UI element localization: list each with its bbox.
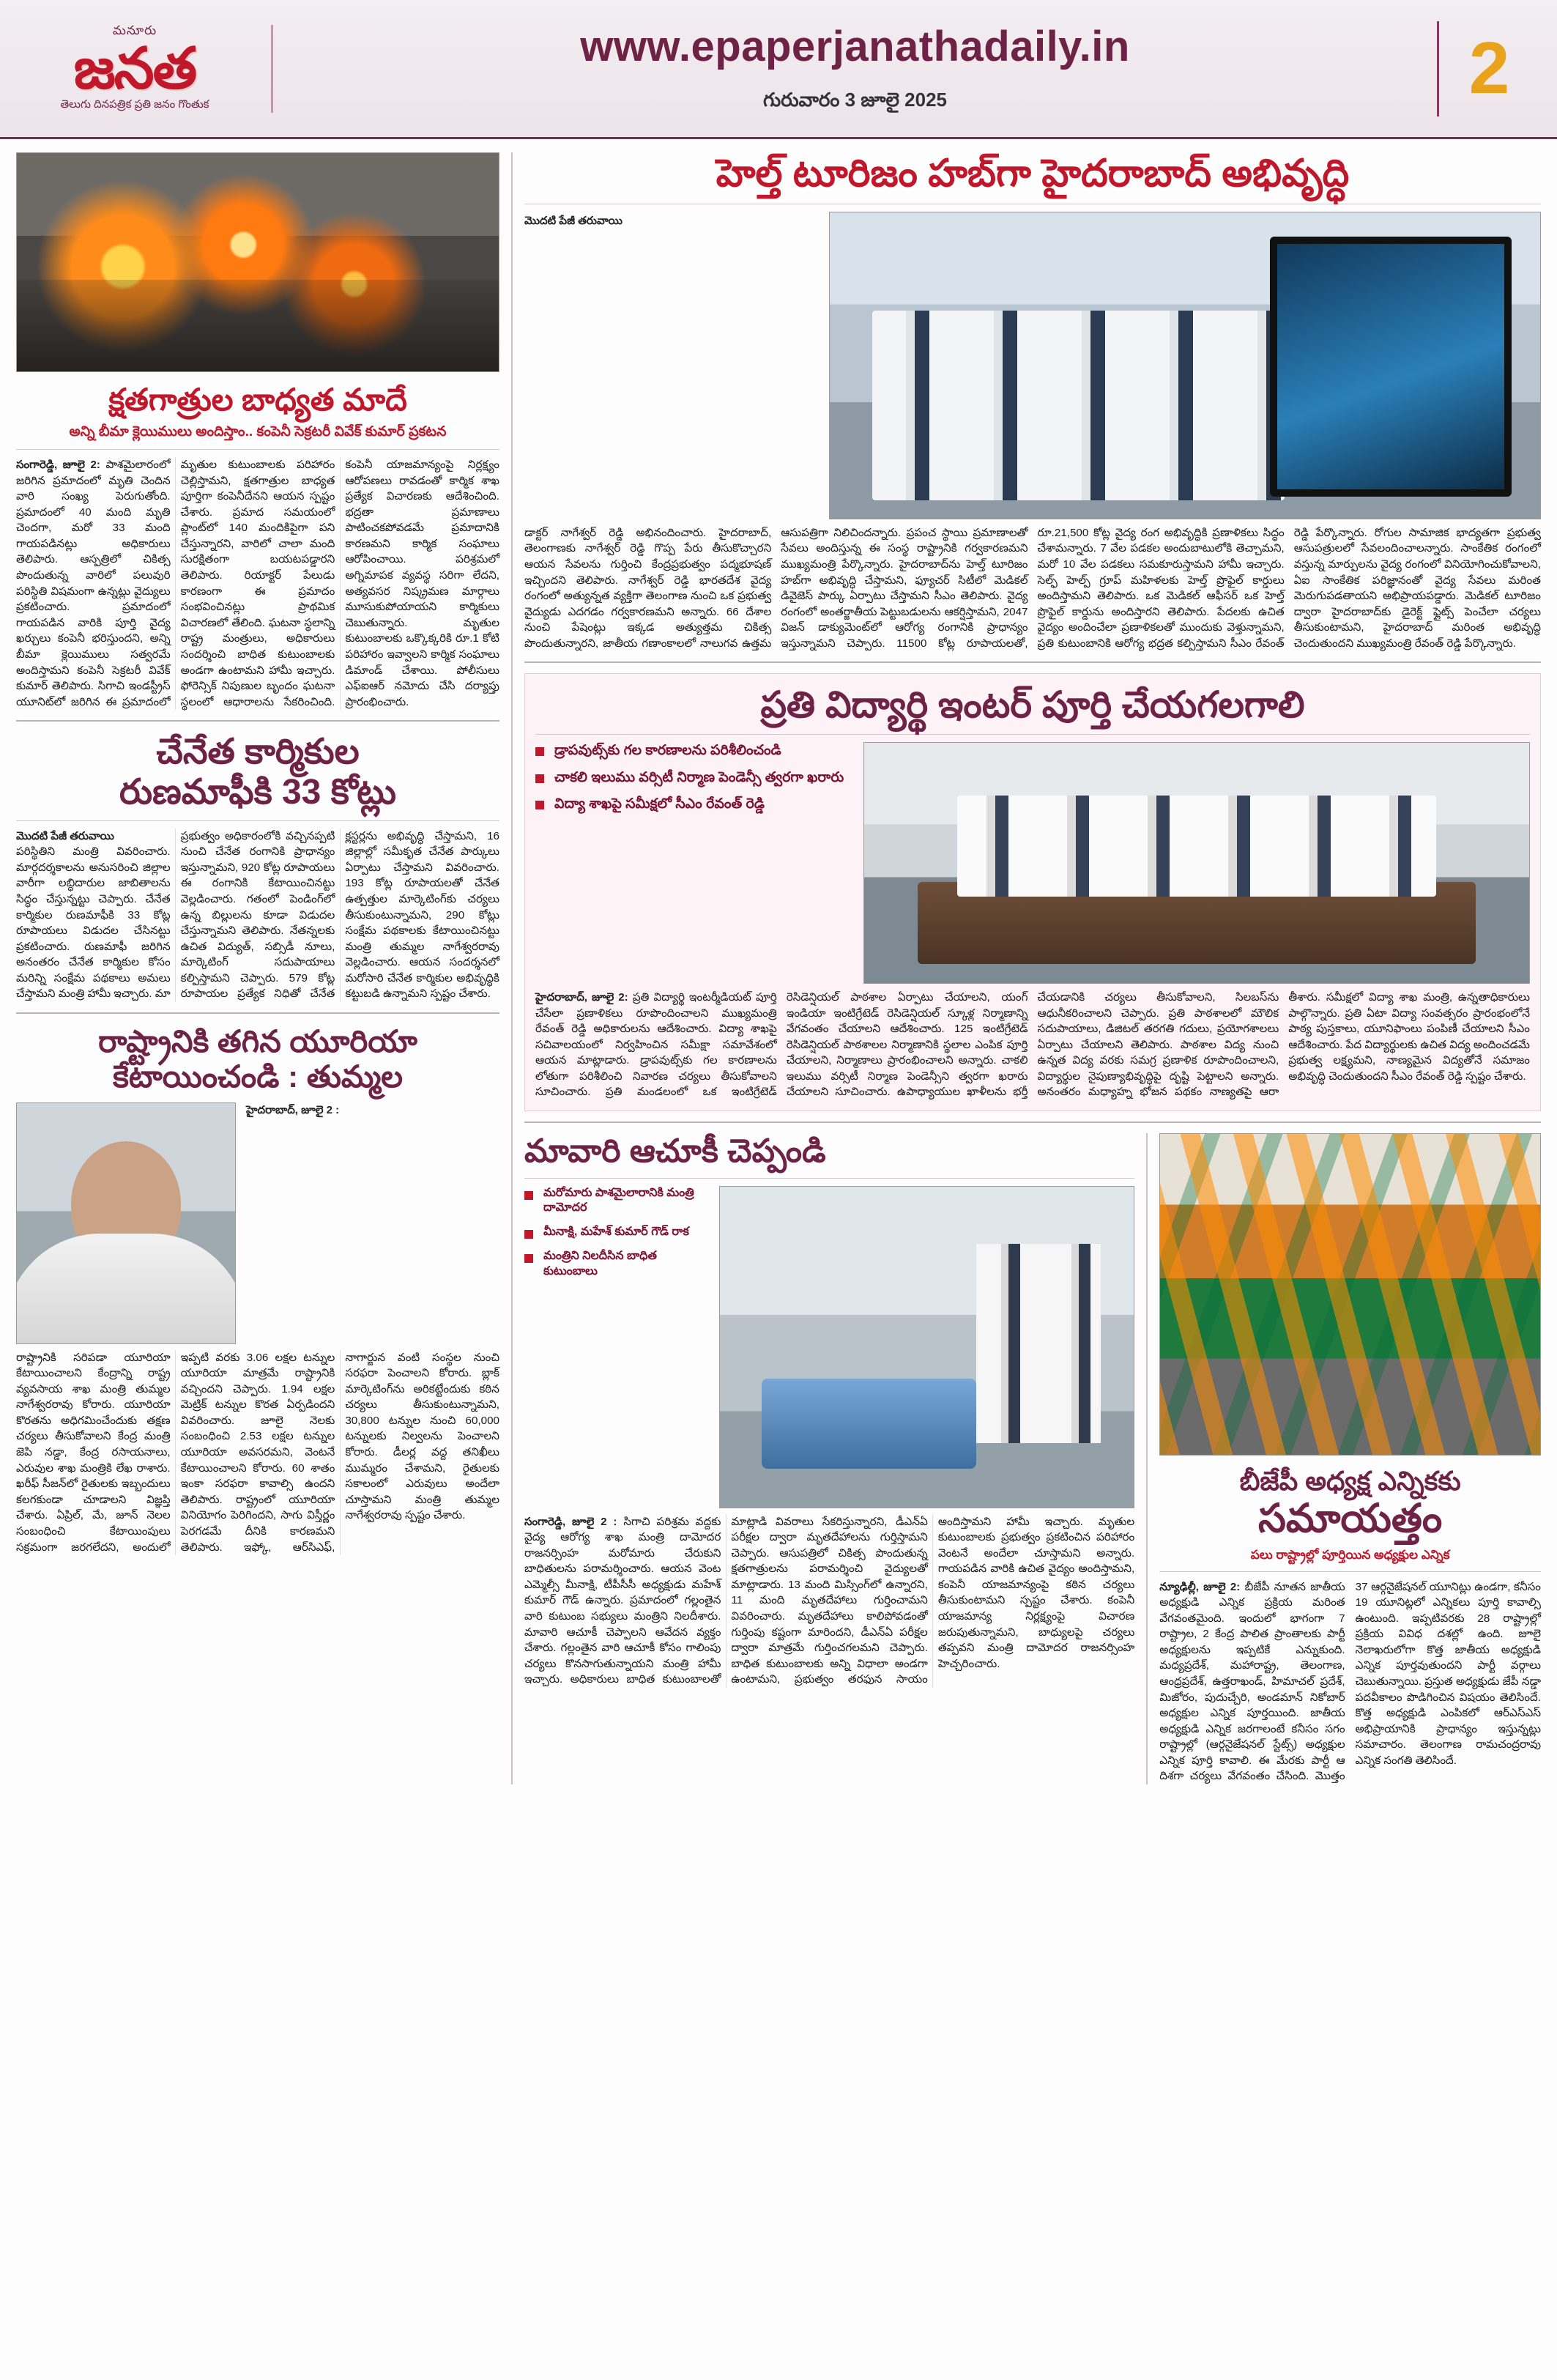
right-column [524, 152, 1541, 1784]
sigachi-byline: సంగారెడ్డి, జూలై 2: [16, 458, 100, 471]
divider [1159, 1571, 1541, 1572]
list-item: మీనాక్షి, మహేశ్ కుమార్ గౌడ్ రాక [524, 1225, 707, 1240]
masthead-center [285, 22, 1425, 116]
handloom-headline-line2: రుణమాఫీకి 33 కోట్లు [119, 773, 396, 812]
inter-bullet-list [535, 742, 850, 814]
sigachi-headline: క్షతగాత్రుల బాధ్యత మాదే [108, 382, 407, 417]
page-number: 2 [1437, 21, 1539, 116]
list-item: విద్యా శాఖపై సమీక్షలో సీఎం రేవంత్ రెడ్డి [535, 796, 850, 814]
list-item: మరోమారు పాశమైలారానికి మంత్రి దామోదర [524, 1186, 707, 1217]
article-inter-education [524, 673, 1541, 1111]
inter-headline: ప్రతి విద్యార్థి ఇంటర్ పూర్తి చేయగలగాలి [760, 684, 1305, 726]
masthead [0, 0, 1557, 139]
health-byline: మొదటి పేజీ తరువాయి [524, 214, 623, 227]
urea-headline-line2: కేటాయించండి : తుమ్మల [112, 1059, 404, 1094]
damodara-body [524, 1514, 1134, 1688]
bjp-body [1159, 1579, 1541, 1785]
list-item: డ్రాపవుట్స్‌కు గల కారణాలను పరిశీలించండి [535, 742, 850, 760]
article-missing-persons [524, 1133, 1134, 1784]
divider [16, 1012, 499, 1014]
bjp-subhead: పలు రాష్ట్రాల్లో పూర్తియిన అధ్యక్షుల ఎన్నిక [1250, 1548, 1450, 1562]
urea-body-top [246, 1102, 499, 1119]
column-divider [1146, 1133, 1148, 1784]
urea-layout [16, 1102, 499, 1344]
logo-top-text: మనూరు [112, 23, 157, 37]
bjp-rally-flags-photo [1159, 1133, 1541, 1456]
article-health-tourism [524, 152, 1541, 651]
cm-aig-hospital-visit-photo [829, 212, 1541, 519]
handloom-body-text: పరిస్థితిని మంత్రి వివరించారు. మార్గదర్శకాలను అనుసరించి జిల్లాల వారీగా లబ్ధిదారుల జాబితాలను సిద్ధం చేస్తున్నట్టు చెప్పారు. చేనేత కార్మికుల రుణమాఫీకి 33 కోట్ల రూపాయలు విడుదల చేసినట్టు ప్రకటించారు. రుణమాఫీ జరిగిన అనంతరం చేనేత కార్మికుల కోసం మరిన్ని సంక్షేమ పథకాలు అమలు చేస్తామని మంత్రి హామీ ఇచ్చారు. మా ప్రభుత్వం అధికారంలోకి వచ్చినప్పటి నుంచి చేనేత రంగానికి ప్రాధాన్యం ఇస్తున్నామని, 920 కోట్ల రూపాయలు ఈ రంగానికి కేటాయించినట్టు వెల్లడించారు. గతంలో పెండింగ్‌లో ఉన్న బిల్లులను కూడా విడుదల చేస్తున్నామని తెలిపారు. నేతన్నలకు ఉచిత విద్యుత్, సబ్సిడీ నూలు, మార్కెటింగ్ సదుపాయాలు కల్పిస్తామని చెప్పారు. 579 కోట్ల రూపాయల ప్రత్యేక నిధితో చేనేత క్లస్టర్లను అభివృద్ధి చేస్తామని, 16 జిల్లాల్లో సమీకృత చేనేత పార్కులు ఏర్పాటు చేస్తామని వివరించారు. 193 కోట్ల రూపాయలతో చేనేత ఉత్పత్తుల మార్కెటింగ్‌కు చర్యలు తీసుకుంటున్నామని, 290 కోట్లు సంక్షేమ పథకాలకు కేటాయించినట్టు మంత్రి తుమ్మల నాగేశ్వరరావు వెల్లడించారు. ఆయన సందర్శనలో మరోసారి చేనేత కార్మికుల అభివృద్ధికి కట్టుబడి ఉన్నామని స్పష్టం చేశారు. [16, 829, 499, 1001]
bjp-byline: న్యూఢిల్లీ, జూలై 2: [1159, 1580, 1241, 1593]
list-item: మంత్రిని నిలదీసిన బాధిత కుటుంబాలు [524, 1249, 707, 1280]
bottom-row [524, 1133, 1541, 1784]
article-bjp-president-election [1159, 1133, 1541, 1784]
damodara-byline: సంగారెడ్డి, జూలై 2 : [524, 1515, 617, 1528]
publication-date: గురువారం 3 జూలై 2025 [763, 88, 947, 111]
inter-top-layout [535, 742, 1530, 984]
sigachi-subhead: అన్ని బీమా క్లెయిములు అందిస్తాం.. కంపెనీ సెక్రటరీ వివేక్ కుమార్ ప్రకటన [69, 424, 447, 440]
handloom-body [16, 828, 499, 1002]
bjp-headline-line2: సమాయత్తం [1258, 1497, 1443, 1541]
column-divider [511, 152, 513, 1784]
damodara-body-text: సిగాచి పరిశ్రమ వద్దకు వైద్య ఆరోగ్య శాఖ మంత్రి దామోదర రాజనర్సింహ మరోమారు చేరుకుని బాధితులను పరామర్శించారు. ఆయన వెంట ఎమ్మెల్సీ మీనాక్షి, టీపీసీసీ అధ్యక్షుడు మహేశ్ కుమార్ గౌడ్ ఉన్నారు. ప్రమాదంలో గల్లంతైన వారి కుటుంబ సభ్యులు మంత్రిని నిలదీశారు. మావారి ఆచూకీ చెప్పాలని ఆవేదన వ్యక్తం చేశారు. గల్లంతైన వారి ఆచూకీ కోసం గాలింపు చర్యలు కొనసాగుతున్నాయని మంత్రి హామీ ఇచ్చారు. అధికారులు బాధిత కుటుంబాలతో మాట్లాడి వివరాలు సేకరిస్తున్నారని, డీఎన్ఏ పరీక్షల ద్వారా మృతదేహాలను గుర్తిస్తామని చెప్పారు. ఆసుపత్రిలో చికిత్స పొందుతున్న క్షతగాత్రులను పరామర్శించి వైద్యులతో మాట్లాడారు. 13 మంది మిస్సింగ్‌లో ఉన్నారని, 11 మంది మృతదేహాలు గుర్తించామని వివరించారు. మృతదేహాలు కాలిపోవడంతో గుర్తింపు కష్టంగా మారిందని, డీఎన్ఏ పరీక్షల ద్వారా మాత్రమే గుర్తించగలమని చెప్పారు. బాధిత కుటుంబాలకు అన్ని విధాలా అండగా ఉంటామని, ప్రభుత్వం తరఫున సాయం అందిస్తామని హామీ ఇచ్చారు. మృతుల కుటుంబాలకు ప్రభుత్వం ప్రకటించిన పరిహారం వెంటనే అందేలా చూస్తామని అన్నారు. గాయపడిన వారికి ఉచిత వైద్యం అందిస్తామని, కంపెనీ యాజమాన్యంపై కఠిన చర్యలు తీసుకుంటామని స్పష్టం చేశారు. కంపెనీ యాజమాన్య నిర్లక్ష్యంపై విచారణ జరుపుతున్నామని, బాధ్యులపై చర్యలు తప్పవని మంత్రి దామోదర రాజనర్సింహ హెచ్చరించారు. [524, 1515, 1135, 1686]
urea-byline: హైదరాబాద్, జూలై 2 : [246, 1103, 340, 1116]
left-column [16, 152, 499, 1784]
page-content [0, 139, 1557, 1799]
list-item: చాకలి ఇలుము వర్సిటీ నిర్మాణ పెండెన్సీ త్వరగా ఖరారు [535, 769, 850, 787]
divider [524, 1122, 1541, 1123]
urea-body [16, 1350, 499, 1556]
handloom-byline: మొదటి పేజీ తరువాయి [16, 829, 114, 842]
damodara-bullet-list [524, 1186, 707, 1280]
handloom-headline-line1: చేనేత కార్మికుల [156, 733, 360, 772]
damodara-top-layout [524, 1186, 1134, 1508]
inter-body-text: ప్రతి విద్యార్థి ఇంటర్మీడియట్ పూర్తి చేసేలా ప్రణాళికలు రూపొందించాలని ముఖ్యమంత్రి రేవంత్ రెడ్డి అధికారులను ఆదేశించారు. విద్యా శాఖపై సచివాలయంలో నిర్వహించిన సమీక్షా సమావేశంలో ఆయన మాట్లాడారు. డ్రాపవుట్స్‌కు గల కారణాలను లోతుగా పరిశీలించి నివారణ చర్యలు తీసుకోవాలని సూచించారు. ప్రతి మండలంలో ఒక ఇంటిగ్రేటెడ్ రెసిడెన్షియల్ పాఠశాల ఏర్పాటు చేయాలని, యంగ్ ఇండియా ఇంటిగ్రేటెడ్ రెసిడెన్షియల్ స్కూళ్ల నిర్మాణాన్ని వేగవంతం చేయాలని ఆదేశించారు. 125 ఇంటిగ్రేటెడ్ రెసిడెన్షియల్ పాఠశాలల నిర్మాణానికి స్థలాల ఎంపిక పూర్తి చేయాలని, నిర్మాణాలు ప్రారంభించాలని అన్నారు. చాకలి ఇలుము వర్సిటీ నిర్మాణ పెండెన్సీని త్వరగా ఖరారు చేయాలని సూచించారు. ఉపాధ్యాయుల ఖాళీలను భర్తీ చేయడానికి చర్యలు తీసుకోవాలని, సిలబస్‌ను ఆధునీకరించాలని చెప్పారు. ప్రతి పాఠశాలలో మౌలిక సదుపాయాలు, డిజిటల్ తరగతి గదులు, ప్రయోగశాలలు ఏర్పాటు చేయాలని తెలిపారు. పాఠశాల విద్య నుంచి ఉన్నత విద్య వరకు సమగ్ర ప్రణాళిక రూపొందించాలని, విద్యార్థుల నైపుణ్యాభివృద్ధిపై దృష్టి పెట్టాలని అన్నారు. అనంతరం మధ్యాహ్న భోజన పథకం నాణ్యతపై ఆరా తీశారు. సమీక్షలో విద్యా శాఖ మంత్రి, ఉన్నతాధికారులు పాల్గొన్నారు. ప్రతి ఏటా విద్యా సంవత్సరం ప్రారంభంలోనే పాఠ్య పుస్తకాలు, యూనిఫాంలు పంపిణీ చేయాలని సీఎం ఆదేశించారు. పేద విద్యార్థులకు ఉచిత విద్య అందించడమే ప్రభుత్వ లక్ష్యమని, నాణ్యమైన విద్యతోనే సమాజం అభివృద్ధి చెందుతుందని సీఎం రేవంత్ రెడ్డి స్పష్టం చేశారు. [535, 990, 1530, 1099]
urea-headline-line1: రాష్ట్రానికి తగిన యూరియా [98, 1023, 417, 1059]
minister-hospital-visit-photo [719, 1186, 1134, 1508]
website-url[interactable]: www.epaperjanathadaily.in [580, 22, 1130, 70]
damodara-headline: మావారి ఆచూకీ చెప్పండి [524, 1132, 826, 1169]
divider [524, 661, 1541, 663]
health-headline: హెల్త్ టూరిజం హబ్‌గా హైదరాబాద్ అభివృద్ధి [716, 152, 1350, 195]
sigachi-body-text: పాశమైలారంలో జరిగిన ప్రమాదంలో మృతి చెందిన వారి సంఖ్య పెరుగుతోంది. ప్రమాదంలో 40 మంది మృతి చెందగా, మరో 33 మంది గాయపడినట్లు అధికారులు తెలిపారు. ఆస్పత్రిలో చికిత్స పొందుతున్న వారిలో పలువురి పరిస్థితి విషమంగా ఉన్నట్లు వైద్యులు ప్రకటించారు. ప్రమాదంలో గాయపడిన వారికి పూర్తి వైద్య ఖర్చులు కంపెనీ భరిస్తుందని, అన్ని బీమా క్లెయిములు సత్వరమే అందిస్తామని కంపెనీ సెక్రటరీ వివేక్ కుమార్ తెలిపారు. సిగాచి ఇండస్ట్రీస్ యూనిట్‌లో జరిగిన ఈ ప్రమాదంలో మృతుల కుటుంబాలకు పరిహారం చెల్లిస్తామని, క్షతగాత్రుల బాధ్యత పూర్తిగా కంపెనీదేనని ఆయన స్పష్టం చేశారు. ప్రమాద సమయంలో ప్లాంట్‌లో 140 మందికిపైగా పని చేస్తున్నారని, వారిలో చాలా మంది సురక్షితంగా బయటపడ్డారని తెలిపారు. రియాక్టర్ పేలుడు కారణంగా ఈ ప్రమాదం సంభవించినట్లు ప్రాథమిక విచారణలో తేలింది. ఘటనా స్థలాన్ని రాష్ట్ర మంత్రులు, అధికారులు సందర్శించి బాధిత కుటుంబాలకు అండగా ఉంటామని హామీ ఇచ్చారు. ఫోరెన్సిక్ నిపుణుల బృందం ఘటనా స్థలంలో ఆధారాలను సేకరించింది. కంపెనీ యాజమాన్యంపై నిర్లక్ష్యం ఆరోపణలు రావడంతో కార్మిక శాఖ ప్రత్యేక విచారణకు ఆదేశించింది. భద్రతా ప్రమాణాలు పాటించకపోవడమే ప్రమాదానికి కారణమని కార్మిక సంఘాలు ఆరోపించాయి. పరిశ్రమలో అగ్నిమాపక వ్యవస్థ సరిగా లేదని, అత్యవసర నిష్క్రమణ మార్గాలు మూసుకుపోయాయని కార్మికులు చెబుతున్నారు. మృతుల కుటుంబాలకు ఒక్కొక్కరికి రూ.1 కోటి పరిహారం ఇవ్వాలని కార్మిక సంఘాలు డిమాండ్ చేశాయి. పోలీసులు ఎఫ్ఐఆర్ నమోదు చేసి దర్యాప్తు ప్రారంభించారు. [16, 458, 499, 708]
article-sigachi-fire [16, 152, 499, 710]
divider [16, 720, 499, 722]
divider [16, 820, 499, 821]
publication-logo [18, 23, 259, 114]
bjp-headline-line1: బీజేపీ అధ్యక్ష ఎన్నికకు [1239, 1465, 1461, 1496]
minister-tummala-portrait [16, 1102, 236, 1344]
bjp-body-text: బీజేపీ నూతన జాతీయ అధ్యక్షుడి ఎన్నిక ప్రక్రియ మరింత వేగవంతమైంది. ఇందులో భాగంగా 7 రాష్ట్రాల, 2 కేంద్ర పాలిత ప్రాంతాలకు పార్టీ అధ్యక్షులను ఇప్పటికే ఎన్నుకుంది. మధ్యప్రదేశ్, మహారాష్ట్ర, తెలంగాణ, ఆంధ్రప్రదేశ్, ఉత్తరాఖండ్, హిమాచల్ ప్రదేశ్, మిజోరం, పుదుచ్చేరి, అండమాన్ నికోబార్ అధ్యక్షుల ఎన్నిక పూర్తయింది. జాతీయ అధ్యక్షుడి ఎన్నిక జరగాలంటే కనీసం సగం రాష్ట్రాల్లో (ఆర్గనైజేషనల్ స్టేట్స్) అధ్యక్షుల ఎన్నిక పూర్తి కావాలి. ఈ మేరకు పార్టీ ఆ దిశగా చర్యలు వేగవంతం చేసింది. మొత్తం 37 ఆర్గనైజేషనల్ యూనిట్లు ఉండగా, కనీసం 19 యూనిట్లలో ఎన్నికలు పూర్తి కావాల్సి ఉంటుంది. ఇప్పటివరకు 28 రాష్ట్రాల్లో ప్రక్రియ వివిధ దశల్లో ఉంది. జూలై నెలాఖరులోగా కొత్త జాతీయ అధ్యక్షుడి ఎన్నిక పూర్తవుతుందని పార్టీ వర్గాలు చెబుతున్నాయి. ప్రస్తుత అధ్యక్షుడు జేపీ నడ్డా పదవీకాలం పొడిగించిన విషయం తెలిసిందే. కొత్త అధ్యక్షుడి ఎంపికలో ఆర్ఎస్ఎస్ అభిప్రాయానికి ప్రాధాన్యం ఇస్తున్నట్లు సమాచారం. తెలంగాణ రామచంద్రరావు ఎన్నిక సంగతి తెలిసిందే. [1159, 1580, 1541, 1783]
sigachi-factory-fire-photo [16, 152, 499, 372]
sigachi-body [16, 457, 499, 710]
urea-body-text: రాష్ట్రానికి సరిపడా యూరియా కేటాయించాలని కేంద్రాన్ని రాష్ట్ర వ్యవసాయ శాఖ మంత్రి తుమ్మల నాగేశ్వరరావు కోరారు. యూరియా కొరతను అధిగమించేందుకు తక్షణ చర్యలు తీసుకోవాలని కేంద్ర మంత్రి జెపి నడ్డా, కేంద్ర రసాయనాలు, ఎరువుల శాఖ మంత్రికి లేఖ రాశారు. ఖరీఫ్ సీజన్‌లో రైతులకు ఇబ్బందులు కలగకుండా చూడాలని విజ్ఞప్తి చేశారు. ఏప్రిల్, మే, జూన్ నెలల సంబంధించి కేటాయింపులు సక్రమంగా జరగలేదని, అందులో ఇప్పటి వరకు 3.06 లక్షల టన్నుల యూరియా మాత్రమే రాష్ట్రానికి వచ్చిందని చెప్పారు. 1.94 లక్షల మెట్రిక్ టన్నుల కొరత ఏర్పడిందని వివరించారు. జూలై నెలకు సంబంధించి 2.53 లక్షల టన్నుల యూరియా అవసరమని, వెంటనే కేటాయించాలని కోరారు. 60 శాతం ఇంకా సరఫరా కావాల్సి ఉందని తెలిపారు. రాష్ట్రంలో యూరియా వినియోగం పెరిగిందని, సాగు విస్తీర్ణం పెరగడమే దీనికి కారణమని తెలిపారు. ఇఫ్కో, ఆర్‌సిఎఫ్, నాగార్జున వంటి సంస్థల నుంచి సరఫరా పెంచాలని కోరారు. బ్లాక్ మార్కెటింగ్‌ను అరికట్టేందుకు కఠిన చర్యలు తీసుకుంటున్నామని, 30,800 టన్నుల నుంచి 60,000 టన్నులకు నిల్వలను పెంచాలని కోరారు. డీలర్ల వద్ద తనిఖీలు ముమ్మరం చేశామని, రైతులకు సకాలంలో ఎరువులు అందేలా చూస్తామని మంత్రి తుమ్మల నాగేశ్వరరావు స్పష్టం చేశారు. [16, 1351, 499, 1554]
logo-title: జనత [73, 35, 196, 100]
article-handloom-loan-waiver [16, 732, 499, 1002]
cm-review-meeting-education-photo [863, 742, 1530, 984]
divider [524, 1178, 1134, 1179]
masthead-divider [271, 25, 273, 113]
article-urea-allocation [16, 1024, 499, 1555]
inter-byline: హైదరాబాద్, జూలై 2: [535, 990, 628, 1004]
logo-subtitle: తెలుగు దినపత్రిక ప్రతి జనం గొంతుక [60, 98, 209, 111]
health-body-text: డాక్టర్ నాగేశ్వర్ రెడ్డి అభినందించారు. హైదరాబాద్, తెలంగాణకు నాగేశ్వర్ రెడ్డి గొప్ప పేరు తీసుకొచ్చారని ఆయన సేవలను గుర్తించి కేంద్రప్రభుత్వం పద్మభూషణ్ ఇచ్చిందని తెలిపారు. నాగేశ్వర్ రెడ్డి భారతదేశ వైద్య రంగంలో అత్యున్నత వ్యక్తిగా తెలంగాణ నుంచి ఒక ప్రభుత్వ వైద్యుడు ఎదగడం గర్వకారణమని అన్నారు. 66 దేశాల నుంచి పేషెంట్లు ఇక్కడ అత్యుత్తమ చికిత్స పొందుతున్నారని, జాతీయ గణాంకాలలో నాలుగవ ఉత్తమ ఆసుపత్రిగా నిలిచిందన్నారు. ప్రపంచ స్థాయి ప్రమాణాలతో సేవలు అందిస్తున్న ఈ సంస్థ రాష్ట్రానికి గర్వకారణమని ముఖ్యమంత్రి పేర్కొన్నారు. హైదరాబాద్‌ను హెల్త్ టూరిజం హబ్‌గా అభివృద్ధి చేస్తామని, ఫ్యూచర్ సిటీలో మెడికల్ డివైజెస్ పార్కు ఏర్పాటు చేస్తామని సీఎం తెలిపారు. వైద్య రంగంలో అంతర్జాతీయ పెట్టుబడులను ఆకర్షిస్తామని, 2047 విజన్ డాక్యుమెంట్‌లో ఆరోగ్య రంగానికి ప్రాధాన్యం ఇస్తున్నామని చెప్పారు. 11500 కోట్ల రూపాయలతో, రూ.21,500 కోట్ల వైద్య రంగ అభివృద్ధికి ప్రణాళికలు సిద్ధం చేశామన్నారు. 7 వేల పడకల అందుబాటులోకి తెచ్చామని, మరో 10 వేల పడకలు సమకూరుస్తామని హామీ ఇచ్చారు. సెల్ఫ్ హెల్ప్ గ్రూప్ మహిళలకు హెల్త్ ప్రొఫైల్ కార్డులు అందిస్తామని తెలిపారు. ఒక మెడికల్ ఆఫీసర్ ఒక హెల్త్ ప్రొఫైల్ కార్డును అందిస్తారని తెలిపారు. పేదలకు ఉచిత వైద్యం అందించేలా ప్రణాళికలతో ముందుకు వెళ్తున్నామని, ప్రతి కుటుంబానికి ఆరోగ్య భద్రత కల్పిస్తామని సీఎం రేవంత్ రెడ్డి పేర్కొన్నారు. రోగుల సామాజిక భాద్యతగా ప్రభుత్వ ఆసుపత్రులలో సేవలందించాలన్నారు. సాంకేతిక రంగంలో వస్తున్న మార్పులను వైద్య రంగంలో వినియోగించుకోవాలని, ఏఐ సాంకేతిక పరిజ్ఞానంతో వైద్య సేవలు మరింత మెరుగుపడతాయని అభిప్రాయపడ్డారు. మెడికల్ టూరిజం ద్వారా హైదరాబాద్‌కు డైరెక్ట్ ఫ్లైట్స్ పెంచేలా చర్యలు తీసుకుంటామని, హైదరాబాద్ మరింత అభివృద్ధి చెందుతుందని ముఖ్యమంత్రి రేవంత్ రెడ్డి పేర్కొన్నారు. [524, 526, 1541, 650]
health-top-layout [524, 212, 1541, 519]
health-body [524, 525, 1541, 652]
inter-body [535, 990, 1530, 1100]
divider [16, 449, 499, 450]
divider [535, 734, 1530, 735]
